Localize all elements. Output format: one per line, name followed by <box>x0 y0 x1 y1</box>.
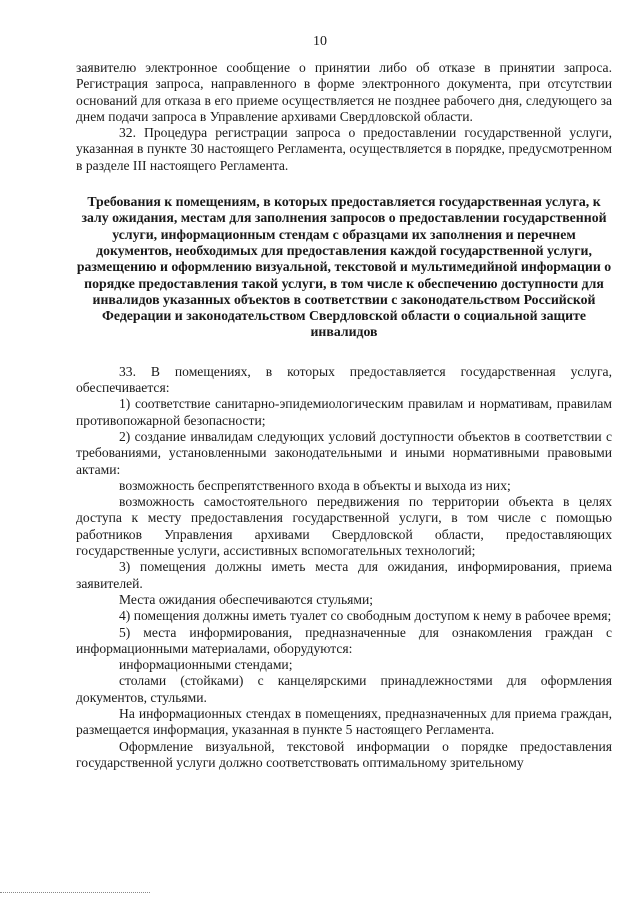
paragraph-32: 32. Процедура регистрации запроса о предоставлении государственной услуги, указанная в пункте 30 настоящего Регламента, осуществляется в порядке, предусмотренном в разделе III настоящего Регламента. <box>76 125 612 173</box>
list-item-2: 2) создание инвалидам следующих условий доступности объектов в соответствии с требованиями, установленными законодательными и иными нормативными правовыми актами: <box>76 428 612 477</box>
sub-item-entrance: возможность беспрепятственного входа в объекты и выхода из них; <box>119 477 511 493</box>
page-number: 10 <box>313 34 327 49</box>
list-item-1: 1) соответствие санитарно-эпидемиологическим правилам и нормативам, правилам противопожарной безопасности; <box>76 396 612 428</box>
footer-divider <box>0 892 150 893</box>
info-stands-paragraph: На информационных стендах в помещениях, предназначенных для приема граждан, размещается информация, указанная в пункте 5 настоящего Регламента. <box>76 705 612 738</box>
document-body <box>76 60 612 771</box>
waiting-area-text: Места ожидания обеспечиваются стульями; <box>119 591 374 607</box>
sub-item-stands: информационными стендами; <box>119 657 293 673</box>
list-item-4: 4) помещения должны иметь туалет со свободным доступом к нему в рабочее время; <box>119 608 612 624</box>
paragraph-continuation: заявителю электронное сообщение о принятии либо об отказе в принятии запроса. Регистрация запроса, направленного в форме электронного документа, при отсутствии оснований для отказа в его приеме осуществляется не позднее рабочего дня, следующего за днем подачи запроса в Управление архивами Свердловской области. <box>76 60 612 124</box>
sub-item-tables: столами (стойками) с канцелярскими принадлежностями для оформления документов, стульями. <box>76 673 612 705</box>
list-item-3: 3) помещения должны иметь места для ожидания, информирования, приема заявителей. <box>76 559 612 591</box>
list-item-5: 5) места информирования, предназначенные для ознакомления граждан с информационными материалами, оборудуются: <box>76 624 612 656</box>
section-heading: Требования к помещениям, в которых предоставляется государственная услуга, к залу ожидания, местам для заполнения запросов о предоставлении государственной услуги, информационным стендам с образцами их заполнения и перечнем документов, необходимых для предоставления каждой государственной услуги, размещению и оформлению визуальной, текстовой и мультимедийной информации о порядке предоставления такой услуги, в том числе к обеспечению доступности для инвалидов указанных объектов в соответствии с законодательством Российской Федерации и законодательством Свердловской области о социальной защите инвалидов <box>76 194 612 340</box>
sub-item-movement: возможность самостоятельного передвижения по территории объекта в целях доступа к месту предоставления государственной услуги, в том числе с помощью работников Управления архивами Свердловской области, предоставляющих государственные услуги, ассистивных вспомогательных технологий; <box>76 494 612 559</box>
visual-info-paragraph: Оформление визуальной, текстовой информации о порядке предоставления государственной услуги должно соответствовать оптимальному зрительному <box>76 738 612 770</box>
paragraph-33: 33. В помещениях, в которых предоставляется государственная услуга, обеспечивается: <box>76 363 612 396</box>
